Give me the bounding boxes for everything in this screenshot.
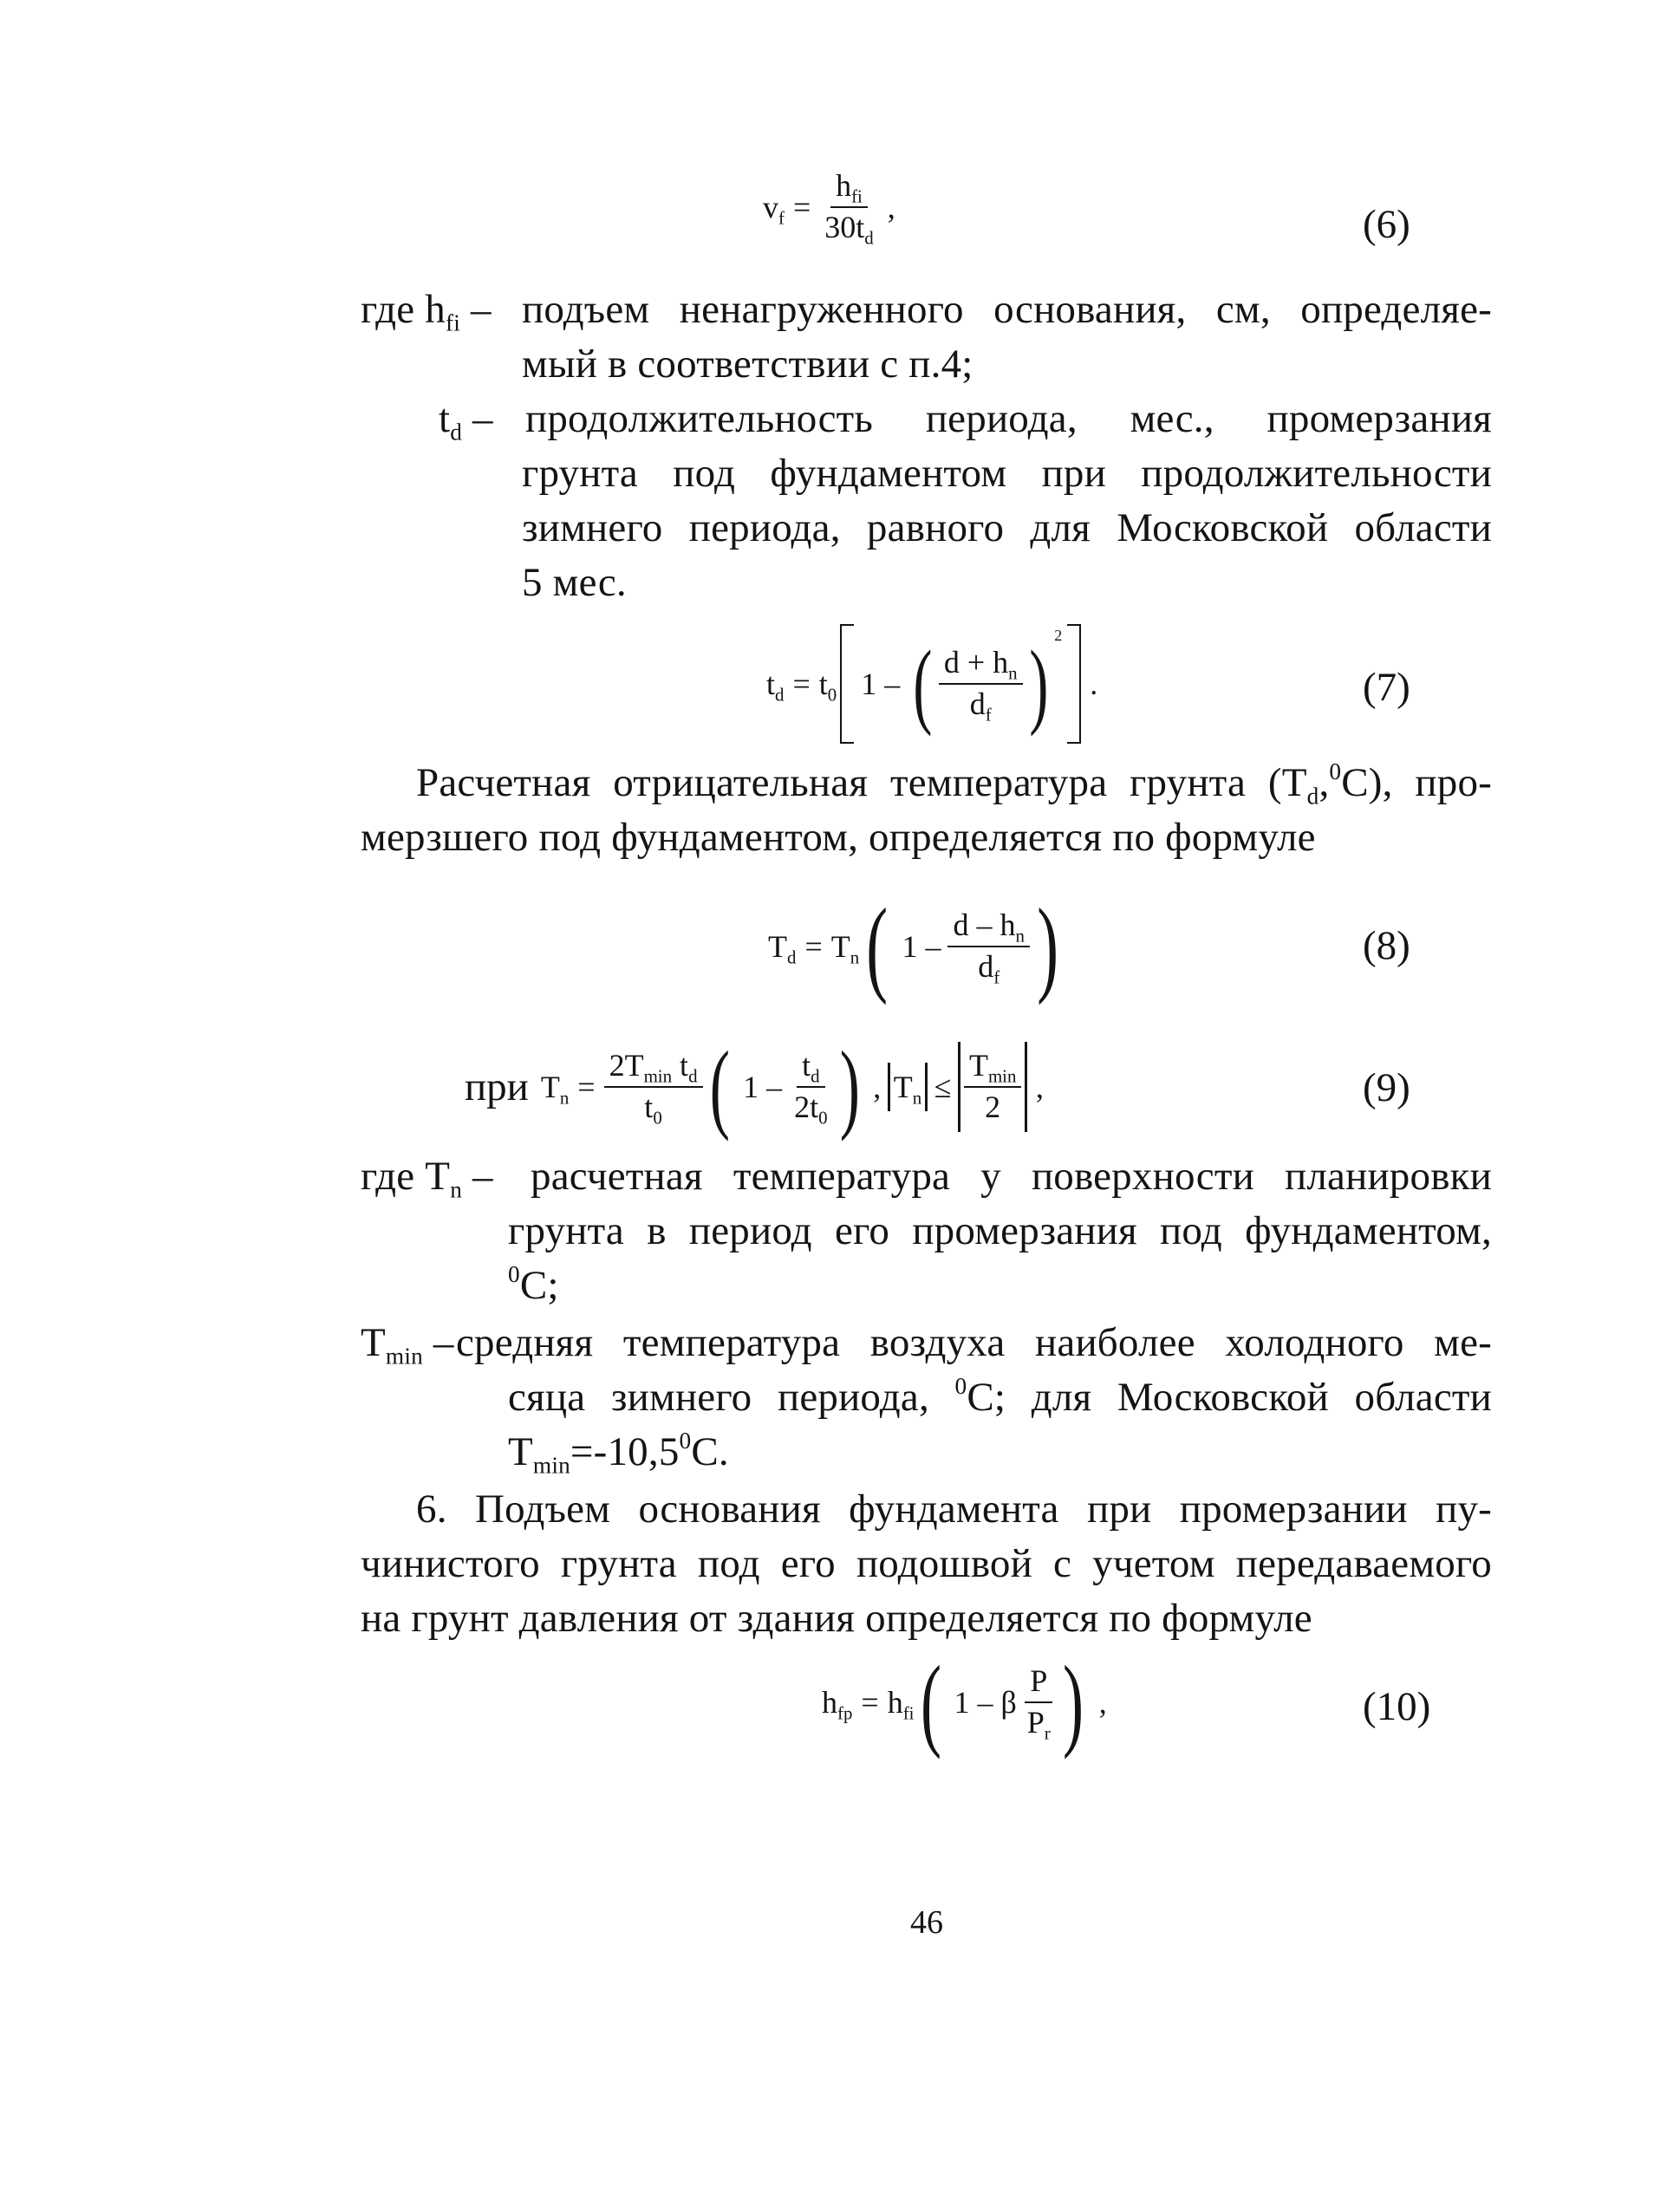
eq9-abs-lhs: $T_n$ — [893, 1070, 922, 1109]
eq7-right-bracket — [1067, 624, 1081, 744]
eq9-number: (9) — [1363, 1065, 1410, 1110]
eq7-right-paren: ) — [1028, 631, 1048, 737]
eq8-lhs: $T_d$ — [768, 929, 797, 968]
eq8-left-paren: ( — [866, 887, 889, 1005]
eq6-fraction: $\frac{h_{fi}}{30t_d}$ — [824, 168, 874, 249]
definition-td-lead: $t_d$ – — [439, 396, 493, 446]
paragraph-6-line-2: чинистого грунта под его подошвой с учетом передаваемого — [361, 1541, 1492, 1586]
eq10-right-paren: ) — [1062, 1644, 1084, 1760]
eq9-abs-right-bar-2 — [1025, 1042, 1027, 1132]
paragraph-design-temperature — [361, 756, 1492, 865]
equation-9 — [465, 1031, 1044, 1142]
eq10-fraction: $\frac{P}{P_r}$ — [1022, 1665, 1056, 1740]
definition-tmin-lead: $T_{min}$ – — [361, 1320, 454, 1370]
definition-tn-line-3: $^0$C; — [508, 1260, 559, 1308]
eq7-one-minus: 1 – — [861, 667, 901, 701]
eq9-equals: = — [577, 1070, 596, 1104]
eq10-hfi: $h_{fi}$ — [887, 1685, 915, 1724]
eq7-power: 2 — [1054, 627, 1063, 644]
eq8-equals: = — [804, 929, 823, 964]
definition-tmin-line-1: средняя температура воздуха наиболее холодного ме- — [456, 1320, 1492, 1365]
definition-tmin-line-3: $T_{min}=-10,5^0C$. — [508, 1427, 729, 1479]
definition-td-line-4: 5 мес. — [522, 560, 627, 605]
definition-hfi-line-1: подъем ненагруженного основания, см, определяе- — [522, 287, 1492, 332]
paragraph-6 — [361, 1482, 1492, 1646]
eq6-comma: , — [887, 189, 895, 224]
eq10-one-minus-beta: 1 – β — [954, 1685, 1017, 1720]
definition-td-line-3: зимнего периода, равного для Московской области — [522, 505, 1492, 550]
definition-hfi-lead: где $h_{fi}$ – — [361, 287, 492, 336]
page-number: 46 — [910, 1904, 943, 1941]
eq9-abs-fraction: $\frac{T_{min}}{2}$ — [964, 1050, 1021, 1124]
definition-td-line-1: продолжительность периода, мес., промерзания — [525, 396, 1492, 441]
eq7-number: (7) — [1363, 665, 1410, 710]
definition-hfi — [361, 283, 1492, 395]
eq7-left-paren: ( — [913, 631, 933, 737]
equation-7 — [766, 624, 1097, 744]
paragraph-6-line-1: 6. Подъем основания фундамента при промерзании пу- — [416, 1487, 1492, 1532]
eq10-left-paren: ( — [921, 1644, 942, 1760]
eq8-number: (8) — [1363, 923, 1410, 968]
eq6-equals: = — [792, 189, 811, 224]
eq9-fraction: $\frac{2T_{min} t_d}{t_0}$ — [604, 1050, 703, 1124]
eq8-one-minus: 1 – — [902, 929, 941, 964]
eq6-number: (6) — [1363, 202, 1410, 247]
eq9-right-paren: ) — [839, 1031, 860, 1142]
eq9-trailing-comma: , — [1035, 1070, 1044, 1104]
paragraph-design-temperature-line-1: Расчетная отрицательная температура грунта $(T_d,^0C)$, про- — [416, 758, 1492, 810]
definition-tmin — [361, 1316, 1492, 1489]
definition-tn-line-2: грунта в период его промерзания под фундаментом, — [508, 1208, 1492, 1253]
definition-hfi-line-2: мый в соответствии с п.4; — [522, 342, 973, 387]
equation-8 — [768, 887, 1065, 1005]
definition-td — [439, 392, 1492, 617]
eq9-inner-fraction: $\frac{t_d}{2t_0}$ — [794, 1048, 828, 1129]
definition-td-line-2: грунта под фундаментом при продолжительности — [522, 451, 1492, 496]
eq10-lhs: $h_{fp}$ — [822, 1685, 853, 1724]
paragraph-6-line-3: на грунт давления от здания определяется по формуле — [361, 1596, 1312, 1641]
definition-tmin-line-2: сяца зимнего периода, $^0$C; для Московской области — [508, 1372, 1493, 1420]
eq8-right-paren: ) — [1037, 887, 1058, 1005]
eq7-lhs: $t_d$ — [766, 667, 785, 706]
eq6-lhs: $v_f$ — [763, 189, 785, 229]
eq7-t0: $t_0$ — [818, 667, 837, 706]
eq9-abs-left-bar-1 — [888, 1063, 890, 1111]
definition-tn — [361, 1149, 1492, 1323]
eq9-comma: , — [873, 1070, 882, 1104]
paragraph-design-temperature-line-2: мерзшего под фундаментом, определяется по формуле — [361, 815, 1316, 860]
eq10-equals: = — [861, 1685, 879, 1720]
eq8-tn: $T_n$ — [830, 929, 860, 968]
definition-tn-lead: где $T_n$ – — [361, 1154, 493, 1203]
eq8-fraction: $\frac{d - h_n}{d_f}$ — [947, 909, 1029, 984]
eq7-fraction: $\frac{d + h_n}{d_f}$ — [939, 647, 1023, 721]
eq9-less-equal: ≤ — [934, 1070, 952, 1104]
eq9-abs-left-bar-2 — [958, 1042, 960, 1132]
equation-10 — [822, 1644, 1107, 1760]
eq7-period: . — [1090, 667, 1098, 701]
eq7-equals: = — [792, 667, 811, 701]
eq7-left-bracket — [840, 624, 854, 744]
equation-6 — [763, 168, 895, 249]
eq9-prefix: при — [465, 1064, 529, 1109]
eq9-left-paren: ( — [709, 1031, 730, 1142]
eq9-abs-right-bar-1 — [925, 1063, 928, 1111]
eq10-number: (10) — [1363, 1684, 1431, 1729]
eq9-lhs: $T_n$ — [540, 1070, 570, 1109]
definition-tn-line-1: расчетная температура у поверхности планировки — [531, 1154, 1492, 1199]
eq10-comma: , — [1098, 1685, 1107, 1720]
eq9-one-minus: 1 – — [743, 1070, 783, 1104]
